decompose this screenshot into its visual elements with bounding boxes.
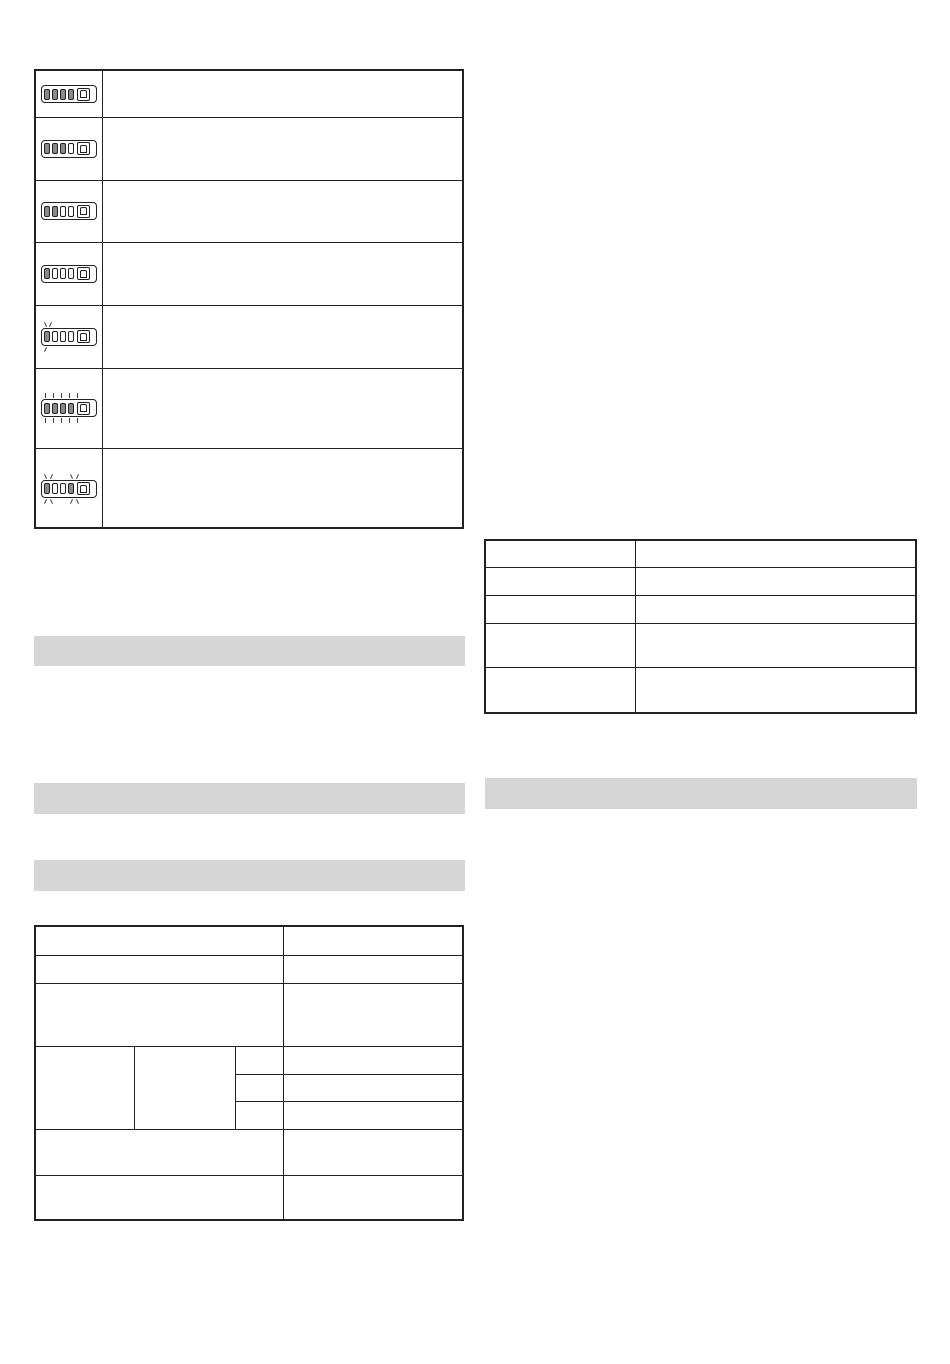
specifications-table: [34, 925, 464, 1221]
table-cell: [36, 956, 284, 984]
table-cell: [636, 624, 915, 668]
table-cell: [636, 596, 915, 624]
table-cell: [284, 984, 462, 1047]
table-cell: [236, 1075, 284, 1102]
table-cell: [236, 1047, 284, 1075]
table-cell: [486, 541, 636, 568]
battery-row: [36, 305, 462, 369]
battery-row: [36, 448, 462, 529]
table-cell: [486, 596, 636, 624]
battery-2-of-4-icon: [41, 202, 97, 220]
table-cell: [636, 541, 915, 568]
table-cell: [636, 568, 915, 596]
table-cell: [486, 668, 636, 712]
battery-4-of-4-icon: [41, 85, 97, 103]
battery-row-description: [103, 368, 462, 448]
table-cell: [36, 984, 284, 1047]
troubleshooting-table: [484, 539, 917, 714]
battery-row: [36, 368, 462, 449]
section-heading-bar: [34, 860, 465, 891]
table-cell: [284, 927, 462, 956]
table-cell: [236, 1102, 284, 1130]
table-cell: [36, 1130, 284, 1176]
battery-row: [36, 242, 462, 306]
table-cell: [486, 624, 636, 668]
table-cell: [284, 1130, 462, 1176]
battery-row: [36, 71, 462, 118]
battery-row: [36, 180, 462, 243]
battery-row-description: [103, 71, 462, 117]
table-cell: [284, 956, 462, 984]
battery-row-description: [103, 117, 462, 180]
battery-1-of-4-icon: [41, 265, 97, 283]
battery-row-description: [103, 242, 462, 305]
table-cell: [284, 1102, 462, 1130]
section-heading-bar: [34, 783, 465, 814]
table-cell: [284, 1176, 462, 1219]
table-cell: [36, 1047, 135, 1130]
section-heading-bar: [485, 778, 917, 809]
table-cell: [486, 568, 636, 596]
battery-row-description: [103, 448, 462, 529]
table-cell: [36, 927, 284, 956]
battery-1-blinking-icon: [41, 322, 97, 352]
table-cell: [284, 1075, 462, 1102]
section-heading-bar: [34, 636, 465, 666]
table-cell: [284, 1047, 462, 1075]
table-cell: [135, 1047, 236, 1130]
table-cell: [636, 668, 915, 712]
battery-row-description: [103, 180, 462, 242]
battery-all-blinking-icon: [41, 393, 97, 423]
battery-alternating-blink-icon: [41, 474, 97, 504]
battery-indicator-table: [34, 69, 464, 529]
battery-row: [36, 117, 462, 181]
battery-3-of-4-icon: [41, 140, 97, 158]
battery-row-description: [103, 305, 462, 368]
table-cell: [36, 1176, 284, 1219]
